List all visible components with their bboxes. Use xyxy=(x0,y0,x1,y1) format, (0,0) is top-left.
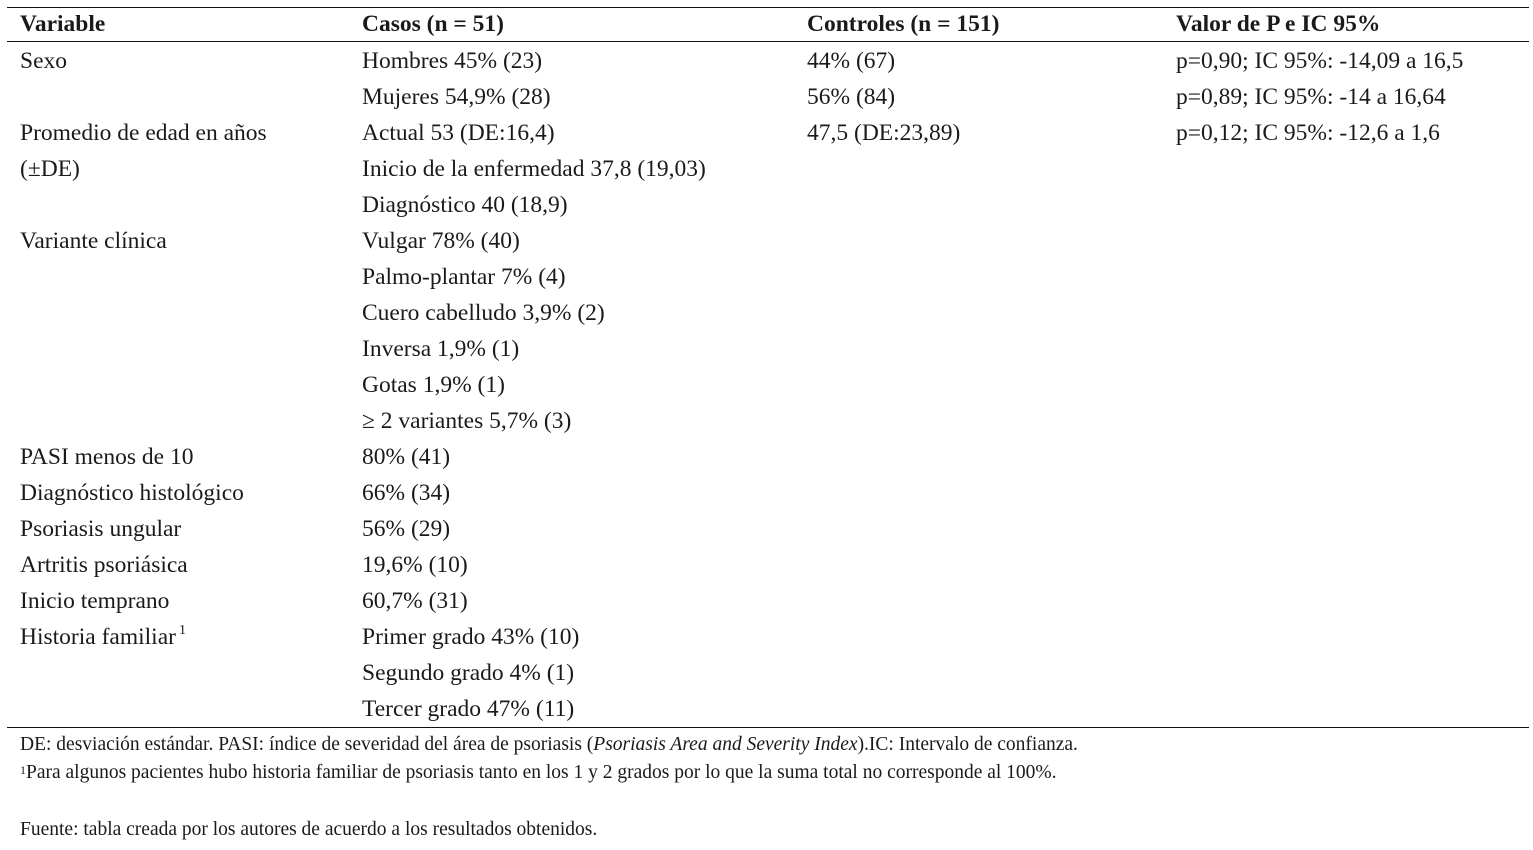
cell-casos: 56% (29) xyxy=(362,516,451,542)
cell-casos: 80% (41) xyxy=(362,444,451,470)
table-row xyxy=(7,43,1529,79)
cell-controles: 47,5 (DE:23,89) xyxy=(807,120,961,146)
table-row xyxy=(7,547,1529,583)
abbreviations-text-end: ).IC: Intervalo de confianza. xyxy=(857,734,1078,755)
footnote-1 xyxy=(20,759,1520,787)
cell-casos: ≥ 2 variantes 5,7% (3) xyxy=(362,408,572,434)
results-table xyxy=(7,7,1529,728)
cell-variable: PASI menos de 10 xyxy=(20,444,194,470)
cell-casos: Gotas 1,9% (1) xyxy=(362,372,505,398)
table-row xyxy=(7,187,1529,223)
cell-variable: Sexo xyxy=(20,48,67,74)
cell-p-value: p=0,12; IC 95%: -12,6 a 1,6 xyxy=(1176,120,1440,146)
footnote-text: Para algunos pacientes hubo historia familiar de psoriasis tanto en los 1 y 2 grados por lo que la suma total no corresponde al 100%. xyxy=(26,762,1057,783)
cell-casos: Segundo grado 4% (1) xyxy=(362,660,575,686)
cell-casos: Primer grado 43% (10) xyxy=(362,624,580,650)
cell-casos: 60,7% (31) xyxy=(362,588,468,614)
cell-controles: 56% (84) xyxy=(807,84,896,110)
table-row xyxy=(7,151,1529,187)
header-controles: Controles (n = 151) xyxy=(807,11,1000,37)
cell-casos: Mujeres 54,9% (28) xyxy=(362,84,551,110)
cell-casos: Inicio de la enfermedad 37,8 (19,03) xyxy=(362,156,706,182)
table-row xyxy=(7,619,1529,655)
cell-casos: Cuero cabelludo 3,9% (2) xyxy=(362,300,605,326)
table-row xyxy=(7,331,1529,367)
footnote-marker: 1 xyxy=(178,623,186,638)
cell-variable: Promedio de edad en años xyxy=(20,120,267,146)
table-bottom-rule xyxy=(7,727,1529,728)
cell-variable: Inicio temprano xyxy=(20,588,170,614)
pasi-expansion: Psoriasis Area and Severity Index xyxy=(593,734,858,755)
header-casos: Casos (n = 51) xyxy=(362,11,504,37)
table-header-row xyxy=(7,8,1529,41)
table-row xyxy=(7,79,1529,115)
cell-variable: Psoriasis ungular xyxy=(20,516,182,542)
table-row xyxy=(7,511,1529,547)
cell-casos: Diagnóstico 40 (18,9) xyxy=(362,192,568,218)
table-row xyxy=(7,295,1529,331)
cell-variable: Historia familiar xyxy=(20,624,176,650)
cell-casos: Palmo-plantar 7% (4) xyxy=(362,264,566,290)
cell-variable: Artritis psoriásica xyxy=(20,552,188,578)
cell-variable-historia xyxy=(20,619,186,655)
footnote-marker: 1 xyxy=(20,763,26,777)
header-p-value: Valor de P e IC 95% xyxy=(1176,11,1381,37)
table-row xyxy=(7,691,1529,727)
abbreviations-text: DE: desviación estándar. PASI: índice de severidad del área de psoriasis ( xyxy=(20,734,594,755)
cell-casos: 19,6% (10) xyxy=(362,552,468,578)
cell-variable: Variante clínica xyxy=(20,228,167,254)
source-note: Fuente: tabla creada por los autores de acuerdo a los resultados obtenidos. xyxy=(20,819,598,840)
cell-casos: Tercer grado 47% (11) xyxy=(362,696,575,722)
table-row xyxy=(7,403,1529,439)
header-variable: Variable xyxy=(20,11,106,37)
cell-casos: Vulgar 78% (40) xyxy=(362,228,520,254)
cell-casos: Hombres 45% (23) xyxy=(362,48,543,74)
cell-variable: (±DE) xyxy=(20,156,80,182)
table-row xyxy=(7,115,1529,151)
table-row xyxy=(7,439,1529,475)
table-notes xyxy=(20,731,1520,844)
abbreviations-note xyxy=(20,731,1520,759)
cell-p-value: p=0,89; IC 95%: -14 a 16,64 xyxy=(1176,84,1446,110)
table-row xyxy=(7,475,1529,511)
cell-casos: 66% (34) xyxy=(362,480,451,506)
cell-p-value: p=0,90; IC 95%: -14,09 a 16,5 xyxy=(1176,48,1464,74)
cell-casos: Actual 53 (DE:16,4) xyxy=(362,120,555,146)
table-row xyxy=(7,655,1529,691)
table-row xyxy=(7,223,1529,259)
cell-controles: 44% (67) xyxy=(807,48,896,74)
table-row xyxy=(7,583,1529,619)
table-row xyxy=(7,367,1529,403)
cell-variable: Diagnóstico histológico xyxy=(20,480,244,506)
cell-casos: Inversa 1,9% (1) xyxy=(362,336,520,362)
table-row xyxy=(7,259,1529,295)
